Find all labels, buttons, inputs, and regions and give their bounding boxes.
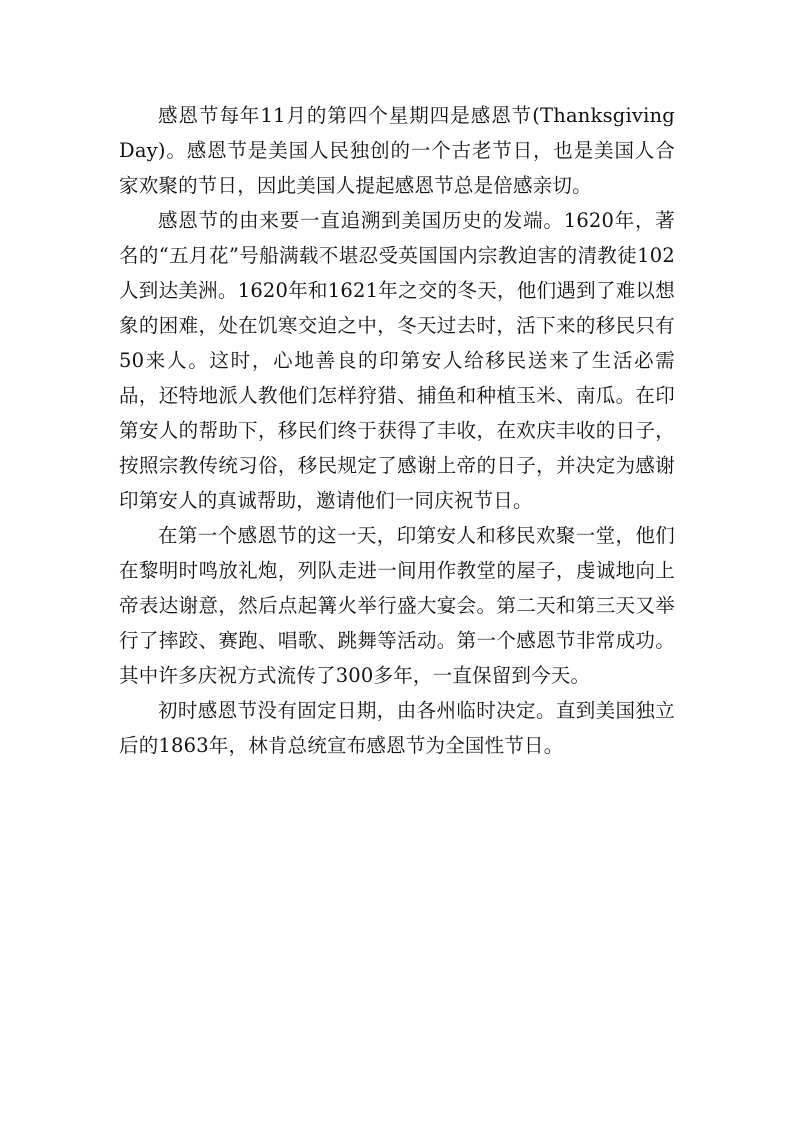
paragraph-national-holiday: 初时感恩节没有固定日期，由各州临时决定。直到美国独立后的1863年，林肯总统宣布感恩节为全国性节日。 xyxy=(119,699,675,757)
document-body xyxy=(119,98,675,763)
paragraph-origin: 感恩节的由来要一直追溯到美国历史的发端。1620年，著名的“五月花”号船满载不堪忍受英国国内宗教迫害的清教徒102人到达美洲。1620年和1621年之交的冬天，他们遇到了难以想象的困难，处在饥寒交迫之中，冬天过去时，活下来的移民只有50来人。这时，心地善良的印第安人给移民送来了生活必需品，还特地派人教他们怎样狩猎、捕鱼和种植玉米、南瓜。在印第安人的帮助下，移民们终于获得了丰收，在欢庆丰收的日子，按照宗教传统习俗，移民规定了感谢上帝的日子，并决定为感谢印第安人的真诚帮助，邀请他们一同庆祝节日。 xyxy=(119,209,675,512)
paragraph-intro: 感恩节每年11月的第四个星期四是感恩节(ThanksgivingDay)。感恩节是美国人民独创的一个古老节日，也是美国人合家欢聚的节日，因此美国人提起感恩节总是倍感亲切。 xyxy=(119,104,675,197)
paragraph-first-thanksgiving: 在第一个感恩节的这一天，印第安人和移民欢聚一堂，他们在黎明时鸣放礼炮，列队走进一间用作教堂的屋子，虔诚地向上帝表达谢意，然后点起篝火举行盛大宴会。第二天和第三天又举行了摔跤、赛跑、唱歌、跳舞等活动。第一个感恩节非常成功。其中许多庆祝方式流传了300多年，一直保留到今天。 xyxy=(119,524,675,687)
